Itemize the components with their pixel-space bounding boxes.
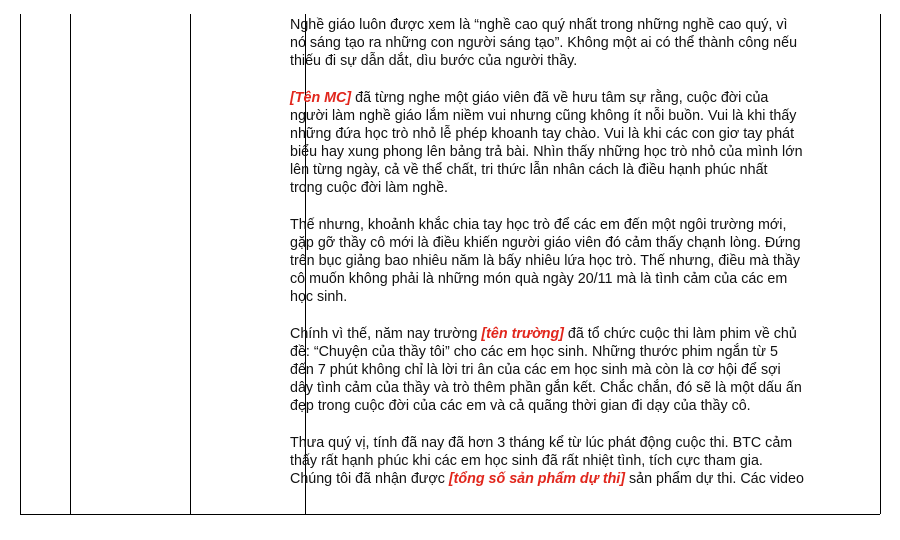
text-line <box>290 125 870 143</box>
text-line <box>290 325 870 343</box>
text-run: thiếu đi sự dẫn dắt, dìu bước của người thầy. <box>290 53 578 69</box>
text-run: dây tình cảm của thầy và trò thêm phần gắn kết. Chắc chắn, đó sẽ là một dấu ấn <box>290 380 802 396</box>
placeholder-text: [tên trường] <box>481 326 564 342</box>
paragraph <box>290 325 870 415</box>
text-run: Thế nhưng, khoảnh khắc chia tay học trò để các em đến một ngôi trường mới, <box>290 217 787 233</box>
text-run: biểu hay xung phong lên bảng trả bài. Nhìn thấy những học trò nhỏ của mình lớn <box>290 144 803 160</box>
text-run: những đứa học trò nhỏ lễ phép khoanh tay chào. Vui là khi các con giơ tay phát <box>290 126 795 142</box>
text-line <box>290 161 870 179</box>
text-run: Chính vì thế, năm nay trường <box>290 326 482 342</box>
text-run: Nghề giáo luôn được xem là “nghề cao quý nhất trong những nghề cao quý, vì <box>290 17 788 33</box>
text-run: trong cuộc đời làm nghề. <box>290 180 448 196</box>
placeholder-text: [Tên MC] <box>290 90 352 106</box>
text-run: đã tổ chức cuộc thi làm phim về chủ <box>563 326 797 342</box>
table-column-1 <box>21 14 71 514</box>
text-line <box>290 16 870 34</box>
text-line <box>290 107 870 125</box>
text-line <box>290 397 870 415</box>
table-column-3 <box>190 14 306 514</box>
text-line <box>290 452 870 470</box>
text-run: đã từng nghe một giáo viên đã về hưu tâm sự rằng, cuộc đời của <box>351 90 769 106</box>
text-run: đề: “Chuyện của thầy tôi” cho các em học sinh. Những thước phim ngắn từ 5 <box>290 344 778 360</box>
paragraph <box>290 89 870 197</box>
text-line <box>290 52 870 70</box>
text-run: thấy rất hạnh phúc khi các em học sinh đã rất nhiệt tình, tích cực tham gia. <box>290 453 763 469</box>
text-line <box>290 89 870 107</box>
text-run: cô muốn không phải là những món quà ngày 20/11 mà là tình cảm của các em <box>290 271 788 287</box>
script-text-cell <box>290 16 870 507</box>
text-line <box>290 252 870 270</box>
text-run: gặp gỡ thầy cô mới là điều khiến người giáo viên đó cảm thấy chạnh lòng. Đứng <box>290 235 801 251</box>
text-run: người làm nghề giáo lắm niềm vui nhưng cũng không ít nỗi buồn. Vui là khi thấy <box>290 108 797 124</box>
paragraph <box>290 434 870 488</box>
text-line <box>290 216 870 234</box>
placeholder-text: [tổng số sản phẩm dự thi] <box>448 471 626 487</box>
text-run: học sinh. <box>290 289 348 305</box>
text-line <box>290 343 870 361</box>
text-line <box>290 288 870 306</box>
text-run: sản phẩm dự thi. Các video <box>625 471 804 487</box>
text-run: trên bục giảng bao nhiêu năm là bấy nhiêu lứa học trò. Thế nhưng, điều mà thầy <box>290 253 801 269</box>
text-run: lên từng ngày, cả về thể chất, tri thức lẫn nhân cách là điều hạnh phúc nhất <box>290 162 768 178</box>
text-line <box>290 434 870 452</box>
text-line <box>290 470 870 488</box>
paragraph <box>290 16 870 70</box>
text-run: Thưa quý vị, tính đã nay đã hơn 3 tháng kể từ lúc phát động cuộc thi. BTC cảm <box>290 435 793 451</box>
text-run: nó sáng tạo ra những con người sáng tạo”. Không một ai có thể thành công nếu <box>290 35 798 51</box>
text-run: đẹp trong cuộc đời của các em và cả quãng thời gian đi dạy của thầy cô. <box>290 398 751 414</box>
text-line <box>290 179 870 197</box>
table-column-2 <box>70 14 191 514</box>
text-run: Chúng tôi đã nhận được <box>290 471 449 487</box>
text-line <box>290 379 870 397</box>
text-line <box>290 234 870 252</box>
text-run: đến 7 phút không chỉ là lời tri ân của các em học sinh mà còn là cơ hội để sợi <box>290 362 781 378</box>
text-line <box>290 270 870 288</box>
paragraph <box>290 216 870 306</box>
text-line <box>290 361 870 379</box>
text-line <box>290 143 870 161</box>
text-line <box>290 34 870 52</box>
